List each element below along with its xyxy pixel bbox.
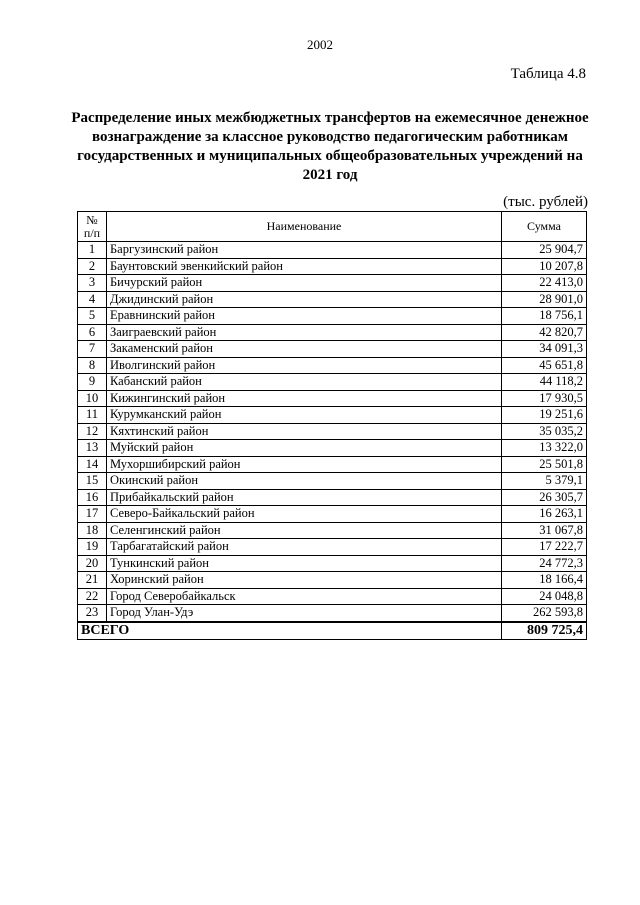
row-name: Окинский район (107, 473, 502, 490)
row-name: Город Улан-Удэ (107, 605, 502, 622)
units-label: (тыс. рублей) (503, 194, 588, 210)
table-row (78, 440, 587, 457)
row-number: 14 (78, 456, 107, 473)
row-name: Еравнинский район (107, 308, 502, 325)
table-row (78, 291, 587, 308)
row-sum: 24 772,3 (502, 555, 587, 572)
row-number: 3 (78, 275, 107, 292)
table-body (78, 242, 587, 622)
row-number: 10 (78, 390, 107, 407)
row-name: Прибайкальский район (107, 489, 502, 506)
row-name: Иволгинский район (107, 357, 502, 374)
row-name: Муйский район (107, 440, 502, 457)
table-row (78, 473, 587, 490)
table-row (78, 423, 587, 440)
table-row (78, 357, 587, 374)
row-name: Тункинский район (107, 555, 502, 572)
row-number: 13 (78, 440, 107, 457)
table-row (78, 407, 587, 424)
table-row (78, 242, 587, 259)
row-number: 23 (78, 605, 107, 622)
row-name: Кяхтинский район (107, 423, 502, 440)
row-sum: 18 756,1 (502, 308, 587, 325)
column-header-sum: Сумма (502, 212, 587, 242)
row-sum: 13 322,0 (502, 440, 587, 457)
row-name: Баунтовский эвенкийский район (107, 258, 502, 275)
row-sum: 5 379,1 (502, 473, 587, 490)
row-sum: 25 904,7 (502, 242, 587, 259)
column-header-number-line2: п/п (83, 225, 101, 240)
table-row (78, 572, 587, 589)
row-sum: 42 820,7 (502, 324, 587, 341)
row-name: Мухоршибирский район (107, 456, 502, 473)
row-number: 16 (78, 489, 107, 506)
row-number: 8 (78, 357, 107, 374)
table-row (78, 605, 587, 622)
row-name: Закаменский район (107, 341, 502, 358)
total-row (78, 622, 587, 640)
row-sum: 44 118,2 (502, 374, 587, 391)
table-row (78, 588, 587, 605)
document-title: Распределение иных межбюджетных трансфертов на ежемесячное денежное вознаграждение за классное руководство педагогическим работникам государственных и муниципальных общеобразовательных учреждений на 2021 год (71, 110, 589, 183)
row-number: 1 (78, 242, 107, 259)
row-name: Джидинский район (107, 291, 502, 308)
page-number: 2002 (307, 37, 333, 52)
row-name: Баргузинский район (107, 242, 502, 259)
row-sum: 10 207,8 (502, 258, 587, 275)
row-sum: 25 501,8 (502, 456, 587, 473)
row-name: Кижингинский район (107, 390, 502, 407)
row-number: 20 (78, 555, 107, 572)
row-number: 12 (78, 423, 107, 440)
row-number: 19 (78, 539, 107, 556)
row-number: 6 (78, 324, 107, 341)
row-name: Бичурский район (107, 275, 502, 292)
row-sum: 31 067,8 (502, 522, 587, 539)
table-row (78, 522, 587, 539)
row-number: 4 (78, 291, 107, 308)
table-row (78, 258, 587, 275)
row-name: Город Северобайкальск (107, 588, 502, 605)
row-sum: 19 251,6 (502, 407, 587, 424)
row-sum: 45 651,8 (502, 357, 587, 374)
row-sum: 28 901,0 (502, 291, 587, 308)
table-row (78, 506, 587, 523)
row-number: 9 (78, 374, 107, 391)
table-row (78, 324, 587, 341)
table-row (78, 489, 587, 506)
row-name: Курумканский район (107, 407, 502, 424)
row-sum: 17 930,5 (502, 390, 587, 407)
row-number: 2 (78, 258, 107, 275)
row-sum: 262 593,8 (502, 605, 587, 622)
row-number: 21 (78, 572, 107, 589)
row-sum: 26 305,7 (502, 489, 587, 506)
row-sum: 18 166,4 (502, 572, 587, 589)
row-name: Селенгинский район (107, 522, 502, 539)
column-header-number (78, 212, 107, 242)
total-sum: 809 725,4 (502, 622, 587, 640)
transfers-table (77, 211, 587, 640)
table-row (78, 555, 587, 572)
table-row (78, 456, 587, 473)
table-id: Таблица 4.8 (510, 66, 586, 82)
table-row (78, 308, 587, 325)
row-number: 18 (78, 522, 107, 539)
row-number: 15 (78, 473, 107, 490)
row-sum: 16 263,1 (502, 506, 587, 523)
table-row (78, 341, 587, 358)
row-number: 22 (78, 588, 107, 605)
row-sum: 34 091,3 (502, 341, 587, 358)
column-header-name: Наименование (107, 212, 502, 242)
total-label: ВСЕГО (78, 622, 502, 640)
column-header-number-line1: № (86, 212, 98, 227)
row-name: Северо-Байкальский район (107, 506, 502, 523)
row-sum: 35 035,2 (502, 423, 587, 440)
row-number: 17 (78, 506, 107, 523)
table-row (78, 539, 587, 556)
table-row (78, 390, 587, 407)
row-number: 7 (78, 341, 107, 358)
row-sum: 17 222,7 (502, 539, 587, 556)
table-row (78, 374, 587, 391)
row-sum: 24 048,8 (502, 588, 587, 605)
row-name: Заиграевский район (107, 324, 502, 341)
row-sum: 22 413,0 (502, 275, 587, 292)
row-number: 11 (78, 407, 107, 424)
table-row (78, 275, 587, 292)
row-name: Тарбагатайский район (107, 539, 502, 556)
row-name: Кабанский район (107, 374, 502, 391)
row-number: 5 (78, 308, 107, 325)
row-name: Хоринский район (107, 572, 502, 589)
table-header-row (78, 212, 587, 242)
